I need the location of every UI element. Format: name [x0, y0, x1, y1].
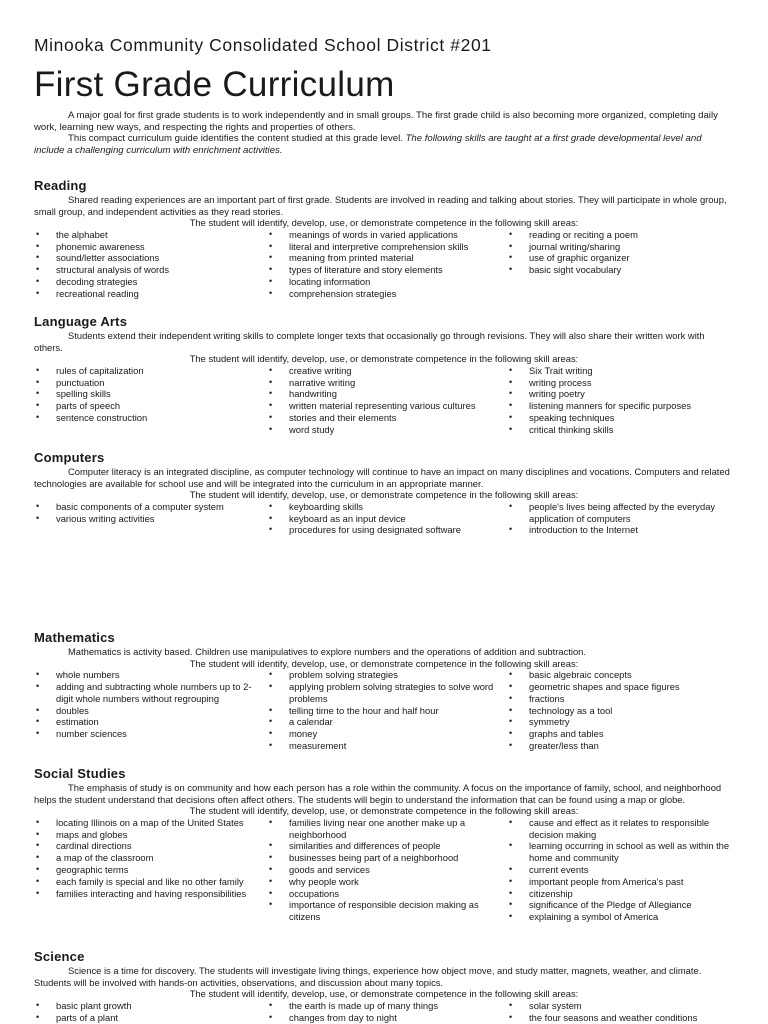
skill-item: • people's lives being affected by the everyday application of computers: [507, 501, 734, 525]
skill-item: • families living near one another make up a neighborhood: [267, 817, 507, 841]
skill-item: • decoding strategies: [34, 276, 267, 288]
skill-columns: [34, 229, 734, 300]
skill-item: • money: [267, 728, 507, 740]
skill-item: • punctuation: [34, 377, 267, 389]
skill-item: • use of graphic organizer: [507, 252, 734, 264]
intro-paragraph-2-plain: This compact curriculum guide identifies the content studied at this grade level.: [68, 133, 406, 145]
skill-item: • journal writing/sharing: [507, 241, 734, 253]
skill-item: • cardinal directions: [34, 840, 267, 852]
intro-paragraph-2: [34, 133, 734, 156]
skill-item: • maps and globes: [34, 829, 267, 841]
section-description: Students extend their independent writing skills to complete longer texts that occasionally go through revisions. They will also share their written work with others.: [34, 330, 705, 353]
section-title: Social Studies: [34, 766, 126, 781]
skill-item: • solar system: [507, 1000, 734, 1012]
skill-item: • basic algebraic concepts: [507, 669, 734, 681]
skill-item: • writing poetry: [507, 388, 734, 400]
skill-item: • basic plant growth: [34, 1000, 267, 1012]
skill-item: • whole numbers: [34, 669, 267, 681]
skill-item: • parts of speech: [34, 400, 267, 412]
skill-item: • explaining a symbol of America: [507, 911, 734, 923]
skill-item: • narrative writing: [267, 377, 507, 389]
skill-item: • telling time to the hour and half hour: [267, 705, 507, 717]
skill-item: • businesses being part of a neighborhood: [267, 852, 507, 864]
section-title: Mathematics: [34, 630, 115, 645]
section-description: The emphasis of study is on community and how each person has a role within the community. A focus on the importance of family, school, and neighborhood helps the student understand that decisions often affect others. The students will begin to understand the information that can be found using a map or globe.: [34, 782, 722, 805]
skill-item: • writing process: [507, 377, 734, 389]
skill-list-1: [34, 229, 267, 300]
section-social-studies: [34, 766, 734, 923]
skill-item: • cause and effect as it relates to responsible decision making: [507, 817, 734, 841]
skill-item: • greater/less than: [507, 740, 734, 752]
skill-list-1: [34, 669, 267, 752]
skill-list-2: [267, 1000, 507, 1024]
skill-item: • keyboarding skills: [267, 501, 507, 513]
skill-item: • estimation: [34, 716, 267, 728]
skill-list-2: [267, 669, 507, 752]
skill-item: • citizenship: [507, 888, 734, 900]
skill-item: • speaking techniques: [507, 412, 734, 424]
skill-list-1: [34, 501, 267, 536]
skill-item: • symmetry: [507, 716, 734, 728]
skill-item: • basic components of a computer system: [34, 501, 267, 513]
skill-intro: The student will identify, develop, use, or demonstrate competence in the following skill areas:: [189, 988, 579, 1000]
section-reading: [34, 178, 734, 300]
skill-item: • changes from day to night: [267, 1012, 507, 1024]
section-title: Reading: [34, 178, 87, 193]
skill-item: • phonemic awareness: [34, 241, 267, 253]
section-description: Mathematics is activity based. Children use manipulatives to explore numbers and the operations of addition and subtraction.: [68, 646, 586, 657]
intro-paragraph-2-italic: The following skills are taught at a first grade developmental level and include a challenging curriculum with enrichment activities.: [34, 133, 702, 156]
skill-item: • learning occurring in school as well as within the home and community: [507, 840, 734, 864]
skill-intro: The student will identify, develop, use, or demonstrate competence in the following skill areas:: [189, 353, 579, 365]
skill-item: • listening manners for specific purposes: [507, 400, 734, 412]
skill-item: • similarities and differences of people: [267, 840, 507, 852]
skill-item: • the four seasons and weather conditions: [507, 1012, 734, 1024]
skill-item: • technology as a tool: [507, 705, 734, 717]
skill-item: • parts of a plant: [34, 1012, 267, 1024]
skill-item: • locating Illinois on a map of the United States: [34, 817, 267, 829]
skill-list-2: [267, 229, 507, 300]
skill-intro: The student will identify, develop, use, or demonstrate competence in the following skill areas:: [189, 657, 579, 669]
skill-item: • basic sight vocabulary: [507, 264, 734, 276]
section-title: Language Arts: [34, 314, 128, 329]
skill-item: • Six Trait writing: [507, 365, 734, 377]
skill-item: • meanings of words in varied applications: [267, 229, 507, 241]
intro-paragraph-1: A major goal for first grade students is to work independently and in small groups. The first grade child is also becoming more organized, completing daily work, learning new ways, and respecting the rights and properties of others.: [34, 110, 718, 133]
skill-list-3: [507, 817, 734, 923]
skill-item: • sentence construction: [34, 412, 267, 424]
skill-item: • recreational reading: [34, 288, 267, 300]
skill-item: • significance of the Pledge of Allegiance: [507, 899, 734, 911]
skill-intro: The student will identify, develop, use, or demonstrate competence in the following skill areas:: [189, 489, 579, 501]
skill-intro: The student will identify, develop, use, or demonstrate competence in the following skill areas:: [189, 805, 579, 817]
section-mathematics: [34, 630, 734, 752]
skill-item: • geometric shapes and space figures: [507, 681, 734, 693]
skill-item: • literal and interpretive comprehension skills: [267, 241, 507, 253]
skill-columns: [34, 365, 734, 436]
skill-item: • sound/letter associations: [34, 252, 267, 264]
skill-item: • problem solving strategies: [267, 669, 507, 681]
skill-item: • doubles: [34, 705, 267, 717]
skill-intro: The student will identify, develop, use, or demonstrate competence in the following skill areas:: [189, 217, 579, 229]
skill-item: • comprehension strategies: [267, 288, 507, 300]
skill-item: • measurement: [267, 740, 507, 752]
skill-list-2: [267, 817, 507, 923]
skill-item: • families interacting and having responsibilities: [34, 888, 267, 900]
skill-item: • creative writing: [267, 365, 507, 377]
skill-item: • types of literature and story elements: [267, 264, 507, 276]
section-description: Shared reading experiences are an important part of first grade. Students are involved in reading and talking about stories. They will participate in whole group, small group, and independent activities as they read stories.: [34, 194, 727, 217]
skill-list-3: [507, 1000, 734, 1024]
section-description: Computer literacy is an integrated discipline, as computer technology will continue to have an impact on many disciplines and vocations. Computers and related technologies are available for school use and will be integrated into the curriculum in an appropriate manner.: [34, 466, 730, 489]
skill-item: • procedures for using designated software: [267, 524, 507, 536]
skill-item: • structural analysis of words: [34, 264, 267, 276]
skill-list-3: [507, 669, 734, 752]
skill-item: • geographic terms: [34, 864, 267, 876]
skill-list-2: [267, 365, 507, 436]
skill-columns: [34, 1000, 734, 1024]
district-name: Minooka Community Consolidated School District #201: [34, 35, 492, 55]
skill-item: • locating information: [267, 276, 507, 288]
skill-item: • rules of capitalization: [34, 365, 267, 377]
skill-item: • current events: [507, 864, 734, 876]
skill-columns: [34, 501, 734, 536]
skill-item: • fractions: [507, 693, 734, 705]
skill-item: • occupations: [267, 888, 507, 900]
section-language-arts: [34, 314, 734, 436]
document-page: [34, 34, 734, 156]
skill-item: • the earth is made up of many things: [267, 1000, 507, 1012]
skill-item: • stories and their elements: [267, 412, 507, 424]
skill-item: • introduction to the Internet: [507, 524, 734, 536]
skill-item: • various writing activities: [34, 513, 267, 525]
section-computers: [34, 450, 734, 536]
section-title: Computers: [34, 450, 105, 465]
skill-item: • applying problem solving strategies to solve word problems: [267, 681, 507, 705]
skill-item: • a map of the classroom: [34, 852, 267, 864]
skill-list-3: [507, 229, 734, 300]
skill-item: • handwriting: [267, 388, 507, 400]
page-title: First Grade Curriculum: [34, 65, 395, 104]
skill-item: • adding and subtracting whole numbers up to 2-digit whole numbers without regrouping: [34, 681, 267, 705]
skill-list-1: [34, 365, 267, 436]
skill-list-3: [507, 365, 734, 436]
skill-item: • goods and services: [267, 864, 507, 876]
skill-item: • importance of responsible decision making as citizens: [267, 899, 507, 923]
section-science: [34, 949, 734, 1023]
skill-item: • each family is special and like no other family: [34, 876, 267, 888]
skill-item: • word study: [267, 424, 507, 436]
skill-item: • why people work: [267, 876, 507, 888]
section-title: Science: [34, 949, 85, 964]
skill-list-3: [507, 501, 734, 536]
skill-item: • a calendar: [267, 716, 507, 728]
skill-list-1: [34, 817, 267, 923]
skill-list-1: [34, 1000, 267, 1024]
skill-columns: [34, 669, 734, 752]
intro: [34, 110, 734, 156]
skill-item: • critical thinking skills: [507, 424, 734, 436]
skill-item: • number sciences: [34, 728, 267, 740]
section-description: Science is a time for discovery. The students will investigate living things, experience how object move, and study matter, magnets, weather, and climate. Students will be involved with hands-on activities, observations, and discussion about many topics.: [34, 965, 702, 988]
skill-list-2: [267, 501, 507, 536]
skill-columns: [34, 817, 734, 923]
skill-item: • meaning from printed material: [267, 252, 507, 264]
skill-item: • keyboard as an input device: [267, 513, 507, 525]
skill-item: • reading or reciting a poem: [507, 229, 734, 241]
skill-item: • graphs and tables: [507, 728, 734, 740]
skill-item: • written material representing various cultures: [267, 400, 507, 412]
skill-item: • spelling skills: [34, 388, 267, 400]
skill-item: • important people from America's past: [507, 876, 734, 888]
skill-item: • the alphabet: [34, 229, 267, 241]
